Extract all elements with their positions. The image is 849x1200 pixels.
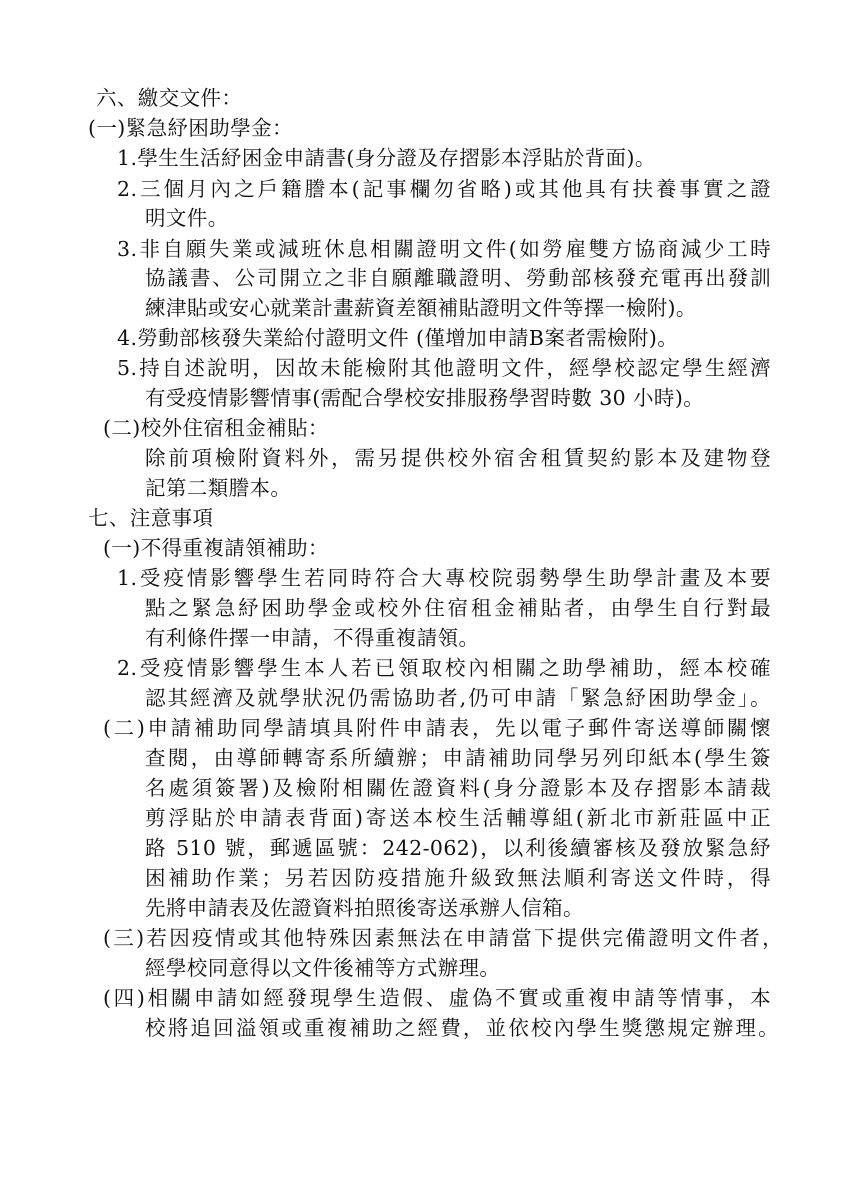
s7-sub2-line2: 查閱，由導師轉寄系所續辦；申請補助同學另列印紙本(學生簽: [145, 746, 771, 770]
s7-sub2-line5: 路 510 號，郵遞區號：242-062)，以利後續審核及發放緊急紓: [145, 836, 771, 860]
s6-item3-line1: 3.非自願失業或減班休息相關證明文件(如勞雇雙方協商減少工時: [117, 237, 771, 261]
s6-sub2-line1: 除前項檢附資料外，需另提供校外宿舍租賃契約影本及建物登: [145, 446, 771, 470]
s6-item1-line1: 1.學生生活紓困金申請書(身分證及存摺影本浮貼於背面)。: [117, 146, 656, 170]
s6-item2-line2: 明文件。: [145, 206, 229, 230]
s7-item2-line2: 認其經濟及就學狀況仍需協助者,仍可申請「緊急紓困助學金」。: [145, 686, 771, 710]
s7-sub3-line2: 經學校同意得以文件後補等方式辦理。: [145, 956, 501, 980]
s7-sub2-line6: 困補助作業；另若因防疫措施升級致無法順利寄送文件時，得: [145, 866, 771, 890]
s7-item1-line3: 有利條件擇一申請，不得重複請領。: [145, 626, 480, 650]
section-6-sub1-heading: (一)緊急紓困助學金：: [88, 116, 293, 140]
s7-sub2-line4: 剪浮貼於申請表背面)寄送本校生活輔導組(新北市新莊區中正: [145, 806, 771, 830]
section-7-heading: 七、注意事項: [88, 506, 214, 530]
s7-item1-line1: 1.受疫情影響學生若同時符合大專校院弱勢學生助學計畫及本要: [117, 566, 771, 590]
s7-sub3-line1: (三)若因疫情或其他特殊因素無法在申請當下提供完備證明文件者，: [103, 926, 783, 950]
s7-sub2-line3: 名處須簽署)及檢附相關佐證資料(身分證影本及存摺影本請裁: [145, 776, 771, 800]
s7-sub2-line7: 先將申請表及佐證資料拍照後寄送承辦人信箱。: [145, 896, 584, 920]
s7-sub4-line1: (四)相關申請如經發現學生造假、虛偽不實或重複申請等情事，本: [103, 986, 771, 1010]
s6-item2-line1: 2.三個月內之戶籍謄本(記事欄勿省略)或其他具有扶養事實之證: [117, 177, 771, 201]
section-6-sub2-heading: (二)校外住宿租金補貼：: [103, 416, 329, 440]
s6-item4-line1: 4.勞動部核發失業給付證明文件 (僅增加申請B案者需檢附)。: [117, 326, 679, 350]
s6-item3-line2: 協議書、公司開立之非自願離職證明、勞動部核發充電再出發訓: [145, 266, 771, 290]
s6-item5-line1: 5.持自述說明，因故未能檢附其他證明文件，經學校認定學生經濟: [117, 356, 771, 380]
s6-item5-line2: 有受疫情影響情事(需配合學校安排服務學習時數 30 小時)。: [145, 386, 705, 410]
s7-sub4-line2: 校將追回溢領或重複補助之經費，並依校內學生獎懲規定辦理。: [145, 1016, 779, 1040]
s7-sub2-line1: (二)申請補助同學請填具附件申請表，先以電子郵件寄送導師關懷: [103, 716, 771, 740]
s7-item1-line2: 點之緊急紓困助學金或校外住宿租金補貼者，由學生自行對最: [145, 596, 771, 620]
s7-item2-line1: 2.受疫情影響學生本人若已領取校內相關之助學補助，經本校確: [117, 656, 771, 680]
s6-item3-line3: 練津貼或安心就業計畫薪資差額補貼證明文件等擇一檢附)。: [145, 296, 697, 320]
s6-sub2-line2: 記第二類謄本。: [145, 476, 292, 500]
section-7-sub1-heading: (一)不得重複請領補助：: [103, 536, 329, 560]
section-6-heading: 六、繳交文件：: [96, 86, 243, 110]
